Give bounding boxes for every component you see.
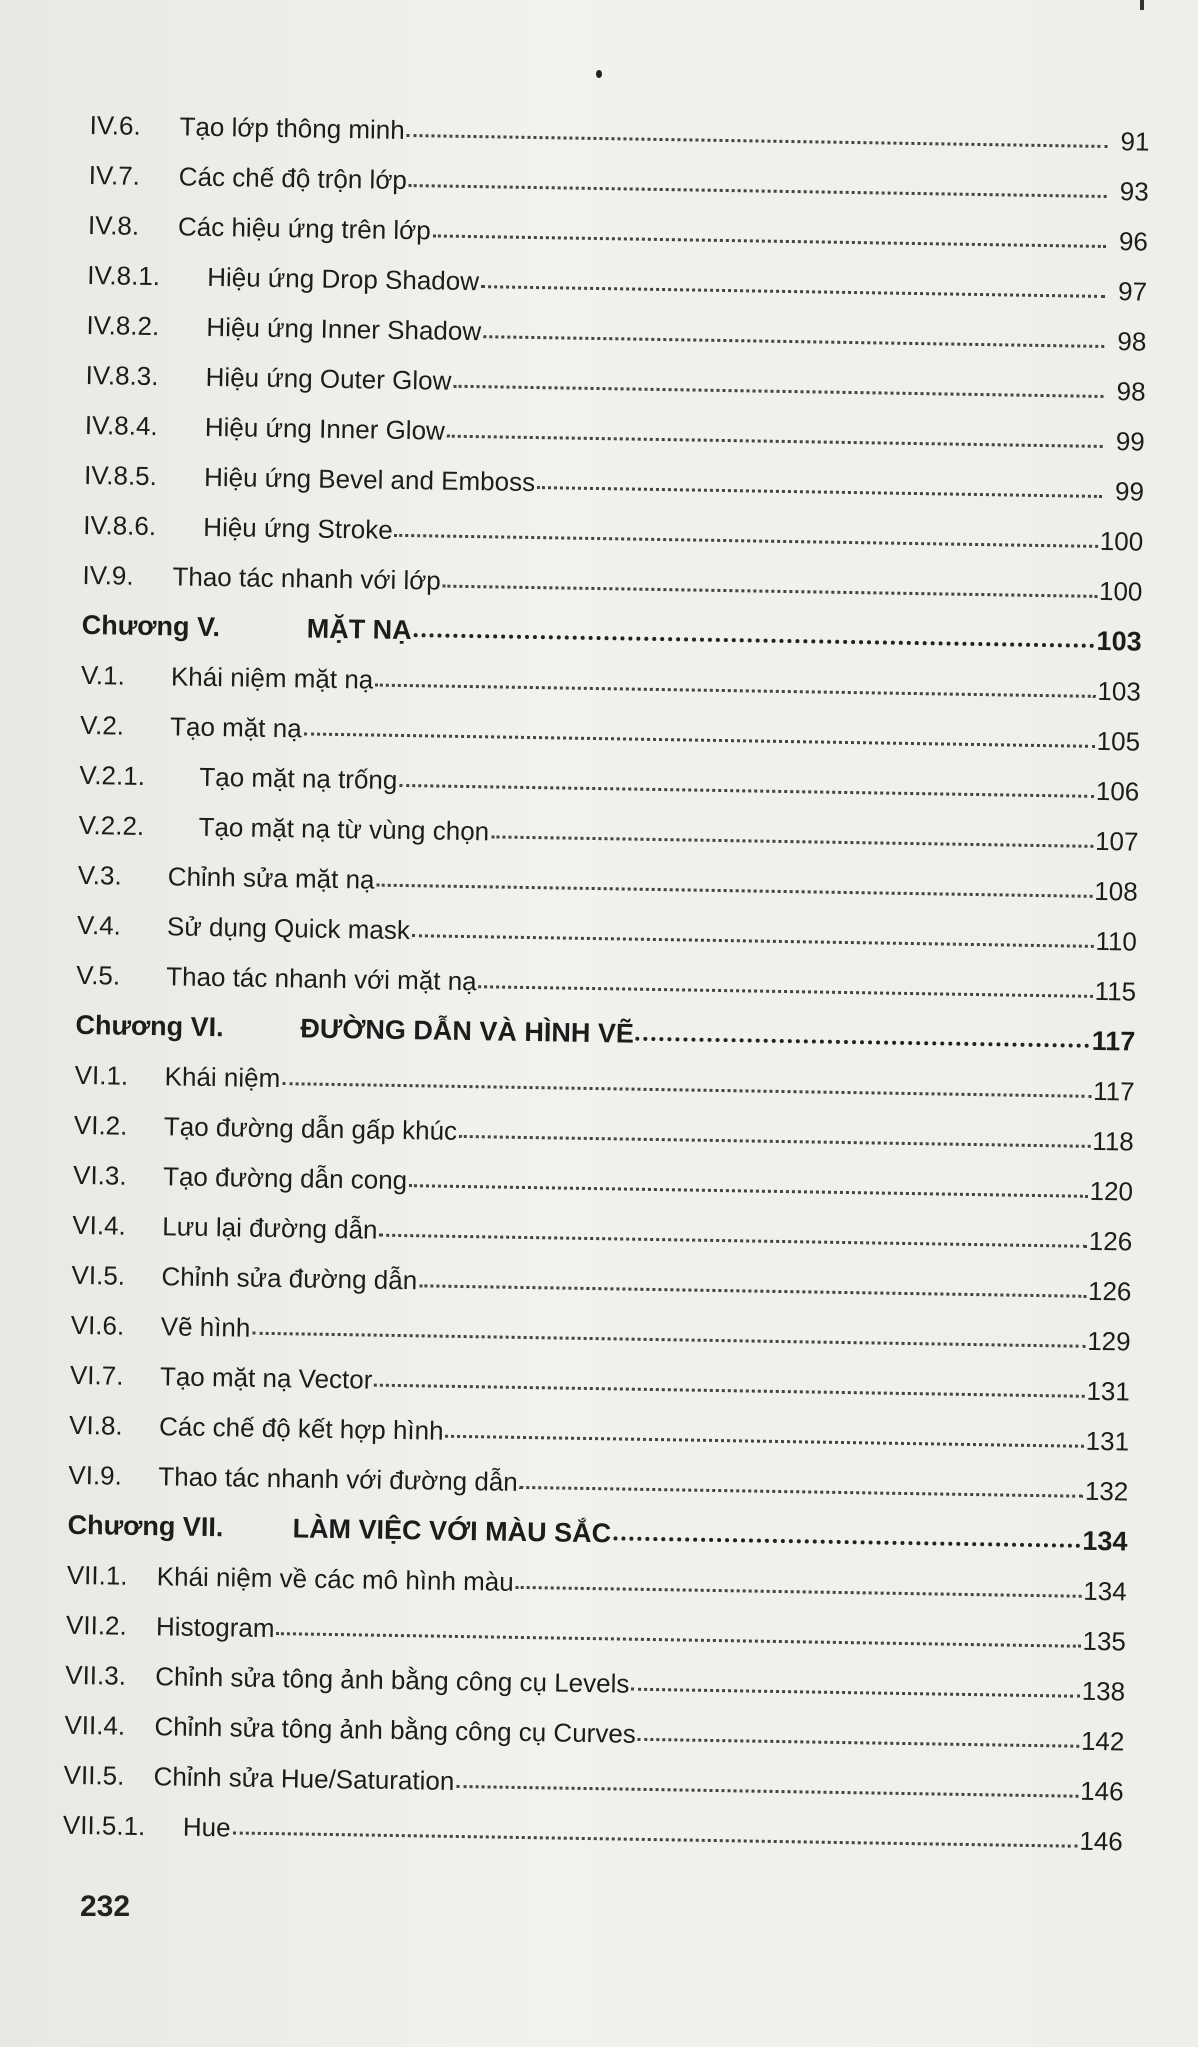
dot-leader — [409, 1184, 1087, 1198]
toc-entry-page: 134 — [1083, 1575, 1127, 1607]
toc-entry-number: IV.8.4. — [84, 409, 158, 442]
toc-entry-number: VII.5. — [63, 1759, 125, 1791]
toc-entry-title: Chỉnh sửa tông ảnh bằng công cụ Levels — [155, 1661, 630, 1699]
toc-entry-title: Khái niệm về các mô hình màu — [156, 1561, 514, 1597]
toc-entry-page: 100 — [1098, 575, 1143, 607]
toc-entry-number: V.1. — [80, 659, 126, 691]
toc-entry-page: 126 — [1088, 1225, 1133, 1257]
toc-entry-number: V.3. — [77, 859, 122, 891]
toc-entry-page: 117 — [1091, 1025, 1136, 1057]
toc-entry-number: VII.1. — [66, 1559, 128, 1591]
toc-entry-page: 118 — [1092, 1125, 1135, 1157]
dot-leader — [399, 784, 1094, 798]
toc-entry-number: IV.9. — [82, 559, 134, 591]
dot-leader — [483, 335, 1104, 348]
toc-entry-page: 120 — [1089, 1175, 1134, 1207]
toc-entry-number: VI.7. — [69, 1359, 124, 1391]
dot-leader — [636, 1037, 1090, 1048]
toc-entry-number: Chương VII. — [67, 1509, 224, 1543]
toc-entry-title: Hue — [182, 1811, 231, 1843]
toc-entry-page: 105 — [1096, 725, 1141, 757]
toc-entry-title: Hiệu ứng Inner Glow — [204, 411, 446, 446]
toc-entry-title: Chỉnh sửa Hue/Saturation — [153, 1761, 455, 1796]
dot-leader — [459, 1135, 1090, 1148]
toc-entry-number: V.4. — [76, 909, 122, 941]
dot-leader — [252, 1332, 1085, 1348]
toc-entry-page: 115 — [1094, 975, 1137, 1007]
toc-entry-number: Chương VI. — [75, 1009, 224, 1043]
toc-entry-page: 108 — [1094, 875, 1138, 907]
toc-entry-title: Hiệu ứng Outer Glow — [205, 361, 452, 396]
toc-entry-title: Tạo mặt nạ — [169, 711, 302, 744]
toc-entry-title: Hiệu ứng Inner Shadow — [206, 311, 482, 347]
toc-entry-number: IV.8.5. — [83, 459, 158, 492]
toc-entry-number: IV.6. — [89, 109, 141, 141]
dot-leader — [395, 534, 1098, 548]
toc-entry-title: Thao tác nhanh với mặt nạ — [166, 961, 477, 997]
page-number: 232 — [80, 1890, 131, 1923]
dot-leader — [276, 1632, 1080, 1648]
ink-dot — [596, 70, 602, 78]
dot-leader — [453, 385, 1103, 398]
dot-leader — [445, 1435, 1083, 1448]
toc-entry-title: Tạo lớp thông minh — [179, 111, 405, 145]
toc-entry-title: Lưu lại đường dẫn — [162, 1211, 378, 1245]
toc-entry-number: V.2. — [79, 709, 125, 741]
toc-entry-number: V.2.1. — [79, 759, 146, 791]
dot-leader — [409, 184, 1107, 198]
toc-entry-title: Khái niệm — [164, 1061, 281, 1094]
dot-leader — [414, 633, 1095, 648]
toc-entry-title: Tạo mặt nạ Vector — [159, 1361, 373, 1395]
toc-entry-page: 98 — [1116, 376, 1146, 407]
dot-leader — [443, 585, 1097, 598]
toc-entry-page: 91 — [1120, 126, 1150, 157]
dot-leader — [638, 1738, 1079, 1748]
toc-entry-page: 131 — [1085, 1425, 1130, 1457]
toc-entry-number: VII.2. — [65, 1609, 127, 1641]
toc-entry-page: 99 — [1114, 476, 1145, 507]
toc-entry-page: 134 — [1082, 1525, 1128, 1557]
toc-entry-number: IV.8.1. — [87, 259, 161, 292]
toc-entry-page: 132 — [1084, 1475, 1129, 1507]
toc-entry-page: 96 — [1118, 226, 1149, 257]
toc-entry-number: VI.4. — [72, 1209, 127, 1241]
toc-entry-number: VI.5. — [71, 1259, 126, 1291]
edge-mark — [1140, 0, 1144, 10]
toc-entry-number: VI.9. — [68, 1459, 123, 1491]
toc-entry-title: Tạo mặt nạ trống — [199, 761, 398, 795]
dot-leader — [520, 1486, 1083, 1498]
toc-entry-title: Hiệu ứng Bevel and Emboss — [203, 461, 536, 498]
toc-entry-title: Tạo đường dẫn gấp khúc — [163, 1111, 458, 1146]
toc-entry-title: Vẽ hình — [160, 1311, 251, 1343]
toc-entry-title: Sử dụng Quick mask — [166, 911, 411, 946]
toc-entry-page: 106 — [1095, 775, 1140, 807]
toc-entry-title: Hiệu ứng Drop Shadow — [207, 261, 480, 297]
toc-entry-title: Tạo đường dẫn cong — [162, 1161, 408, 1196]
toc-entry-page: 131 — [1086, 1375, 1131, 1407]
toc-entry-number: V.5. — [76, 959, 121, 991]
dot-leader — [491, 835, 1093, 847]
dot-leader — [479, 985, 1093, 998]
toc-entry-page: 117 — [1092, 1075, 1135, 1107]
toc-entry-title: Chỉnh sửa tông ảnh bằng công cụ Curves — [154, 1711, 637, 1749]
toc-entry-title: Các hiệu ứng trên lớp — [177, 211, 431, 246]
toc-entry-page: 97 — [1117, 276, 1148, 307]
toc-entry-title: MẶT NẠ — [306, 613, 412, 646]
toc-entry-page: 135 — [1082, 1625, 1127, 1657]
dot-leader — [631, 1688, 1079, 1698]
dot-leader — [232, 1831, 1077, 1847]
toc-entry-page: 146 — [1079, 1775, 1124, 1807]
dot-leader — [537, 486, 1102, 498]
toc-entry-number: IV.8.6. — [83, 509, 157, 542]
table-of-contents — [63, 100, 1150, 1866]
toc-entry-title: Các chế độ trộn lớp — [178, 161, 408, 195]
dot-leader — [613, 1536, 1080, 1547]
toc-entry-number: VI.3. — [72, 1159, 127, 1191]
toc-entry-page: 138 — [1081, 1675, 1126, 1707]
toc-entry-page: 129 — [1087, 1325, 1131, 1357]
toc-entry-title: Histogram — [155, 1611, 275, 1644]
dot-leader — [516, 1586, 1082, 1598]
dot-leader — [375, 684, 1095, 698]
dot-leader — [419, 1284, 1086, 1297]
toc-entry-page: 93 — [1119, 176, 1149, 207]
toc-entry-page: 98 — [1117, 326, 1147, 357]
toc-entry-title: Các chế độ kết hợp hình — [158, 1411, 444, 1446]
toc-entry-page: 100 — [1099, 525, 1144, 557]
dot-leader — [304, 732, 1095, 747]
toc-entry-number: VI.2. — [73, 1109, 128, 1141]
toc-entry-title: Chỉnh sửa đường dẫn — [161, 1261, 418, 1296]
toc-entry-title: Chỉnh sửa mặt nạ — [167, 861, 375, 895]
toc-entry-number: VI.1. — [74, 1059, 129, 1091]
toc-entry-page: 126 — [1087, 1275, 1132, 1307]
dot-leader — [407, 134, 1108, 148]
toc-entry-number: VII.5.1. — [62, 1809, 146, 1842]
toc-entry-number: VI.8. — [68, 1409, 123, 1441]
dot-leader — [481, 285, 1105, 298]
dot-leader — [412, 934, 1094, 948]
toc-entry-page: 142 — [1080, 1725, 1125, 1757]
toc-entry-title: Thao tác nhanh với đường dẫn — [158, 1461, 518, 1497]
toc-entry-title: LÀM VIỆC VỚI MÀU SẮC — [292, 1513, 612, 1549]
toc-entry-page: 107 — [1094, 825, 1139, 857]
dot-leader — [376, 884, 1092, 898]
toc-entry-number: Chương V. — [81, 609, 221, 643]
toc-entry-title: Khái niệm mặt nạ — [170, 661, 374, 695]
toc-entry-number: VII.3. — [65, 1659, 127, 1691]
toc-entry-number: IV.8. — [87, 209, 140, 241]
toc-entry-title: Tạo mặt nạ từ vùng chọn — [198, 811, 490, 847]
toc-entry-number: IV.7. — [88, 159, 141, 191]
toc-entry-number: VII.4. — [64, 1709, 126, 1741]
toc-entry-number: VI.6. — [70, 1309, 125, 1341]
toc-entry-number: IV.8.3. — [85, 359, 159, 392]
toc-entry-page: 99 — [1115, 426, 1145, 457]
dot-leader — [379, 1234, 1086, 1248]
toc-entry-title: ĐƯỜNG DẪN VÀ HÌNH VẼ — [300, 1013, 635, 1049]
toc-entry-number: IV.8.2. — [86, 309, 160, 342]
dot-leader — [447, 435, 1103, 448]
dot-leader — [374, 1384, 1084, 1398]
toc-entry-page: 103 — [1096, 625, 1142, 657]
toc-entry-page: 110 — [1095, 925, 1138, 957]
dot-leader — [282, 1082, 1091, 1098]
toc-entry-page: 146 — [1079, 1825, 1124, 1857]
dot-leader — [456, 1785, 1078, 1798]
toc-entry-title: Thao tác nhanh với lớp — [172, 561, 441, 596]
toc-entry-page: 103 — [1097, 675, 1142, 707]
toc-entry-number: V.2.2. — [78, 809, 145, 841]
dot-leader — [433, 234, 1106, 248]
toc-entry-title: Hiệu ứng Stroke — [203, 511, 393, 545]
